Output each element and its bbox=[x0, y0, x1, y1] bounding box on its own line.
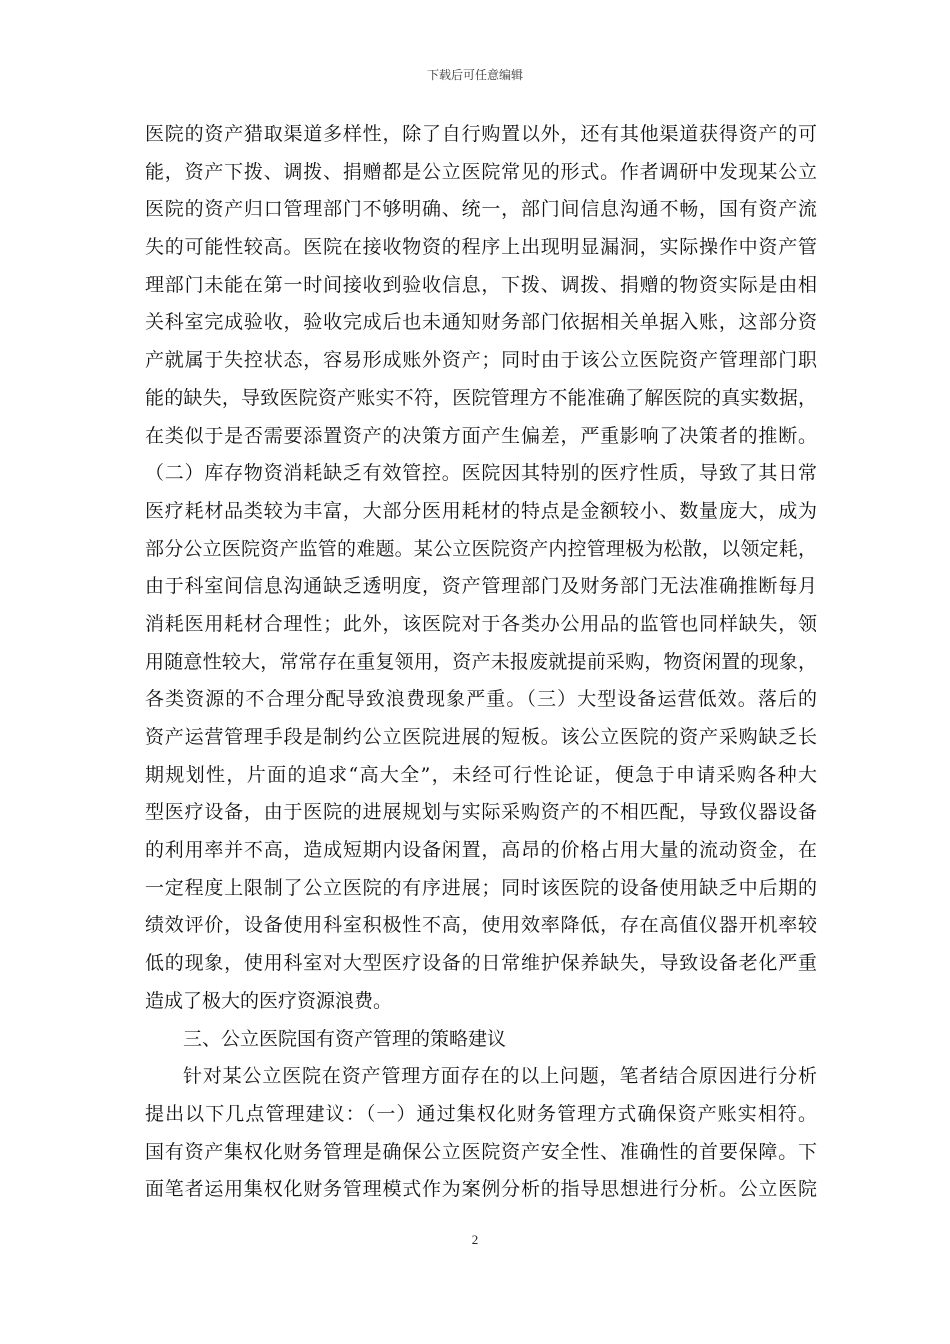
text-line: 医院的资产猎取渠道多样性，除了自行购置以外，还有其他渠道获得资产的可 bbox=[145, 123, 817, 145]
text-line: 理部门未能在第一时间接收到验收信息，下拨、调拨、捐赠的物资实际是由相 bbox=[145, 273, 817, 296]
text-line: 造成了极大的医疗资源浪费。 bbox=[145, 989, 393, 1012]
text-line: 提出以下几点管理建议：（一）通过集权化财务管理方式确保资产账实相符。 bbox=[145, 1102, 817, 1125]
text-line: 低的现象，使用科室对大型医疗设备的日常维护保养缺失，导致设备老化严重 bbox=[145, 952, 817, 975]
text-line: 一定程度上限制了公立医院的有序进展；同时该医院的设备使用缺乏中后期的 bbox=[145, 876, 817, 899]
text-line: 针对某公立医院在资产管理方面存在的以上问题，笔者结合原因进行分析 bbox=[183, 1065, 817, 1088]
text-line: 的利用率并不高，造成短期内设备闲置，高昂的价格占用大量的流动资金，在 bbox=[145, 839, 817, 862]
text-line: 国有资产集权化财务管理是确保公立医院资产安全性、准确性的首要保障。下 bbox=[145, 1140, 817, 1163]
text-line: 医疗耗材品类较为丰富，大部分医用耗材的特点是金额较小、数量庞大，成为 bbox=[145, 499, 817, 522]
text-line: 医院的资产归口管理部门不够明确、统一，部门间信息沟通不畅，国有资产流 bbox=[145, 198, 817, 221]
text-line: 关科室完成验收，验收完成后也未通知财务部门依据相关单据入账，这部分资 bbox=[145, 311, 817, 334]
header-note: 下载后可任意编辑 bbox=[426, 68, 523, 82]
page-number: 2 bbox=[471, 1232, 479, 1247]
body-text bbox=[145, 116, 817, 1209]
text-line: 用随意性较大，常常存在重复领用，资产未报废就提前采购，物资闲置的现象， bbox=[145, 650, 817, 673]
text-line: 面笔者运用集权化财务管理模式作为案例分析的指导思想进行分析。公立医院 bbox=[145, 1178, 817, 1201]
text-line: 各类资源的不合理分配导致浪费现象严重。（三）大型设备运营低效。落后的 bbox=[145, 688, 817, 711]
text-line: 产就属于失控状态，容易形成账外资产；同时由于该公立医院资产管理部门职 bbox=[145, 349, 817, 372]
section-heading: 三、公立医院国有资产管理的策略建议 bbox=[183, 1027, 507, 1050]
text-line: 失的可能性较高。医院在接收物资的程序上出现明显漏洞，实际操作中资产管 bbox=[145, 236, 817, 259]
text-line: 在类似于是否需要添置资产的决策方面产生偏差，严重影响了决策者的推断。 bbox=[145, 424, 817, 447]
text-line: 资产运营管理手段是制约公立医院进展的短板。该公立医院的资产采购缺乏长 bbox=[145, 726, 817, 748]
text-line: 消耗医用耗材合理性；此外，该医院对于各类办公用品的监管也同样缺失，领 bbox=[145, 612, 817, 635]
text-line: （二）库存物资消耗缺乏有效管控。医院因其特别的医疗性质，导致了其日常 bbox=[145, 462, 817, 485]
text-line: 绩效评价，设备使用科室积极性不高，使用效率降低，存在高值仪器开机率较 bbox=[145, 914, 817, 937]
text-line: 能的缺失，导致医院资产账实不符，医院管理方不能准确了解医院的真实数据， bbox=[145, 386, 817, 409]
text-line: 部分公立医院资产监管的难题。某公立医院资产内控管理极为松散，以领定耗， bbox=[145, 537, 817, 560]
text-line: 能，资产下拨、调拨、捐赠都是公立医院常见的形式。作者调研中发现某公立 bbox=[145, 160, 817, 183]
text-line: 期规划性，片面的追求“高大全”，未经可行性论证，便急于申请采购各种大 bbox=[145, 763, 817, 786]
text-line: 由于科室间信息沟通缺乏透明度，资产管理部门及财务部门无法准确推断每月 bbox=[145, 575, 817, 598]
text-line: 型医疗设备，由于医院的进展规划与实际采购资产的不相匹配，导致仪器设备 bbox=[145, 801, 817, 824]
